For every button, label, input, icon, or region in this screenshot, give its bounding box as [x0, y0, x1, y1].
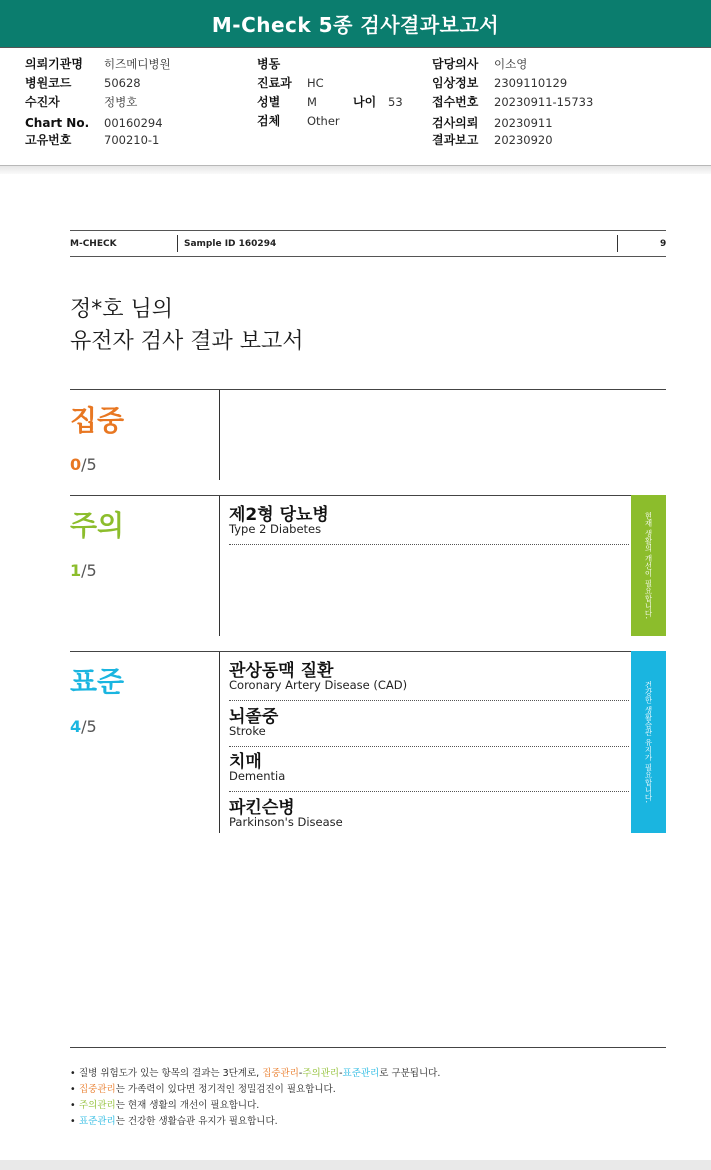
disease-name-en: Type 2 Diabetes — [229, 522, 322, 536]
list-item — [229, 747, 629, 792]
disease-name-en: Dementia — [229, 769, 286, 783]
sex-value: M — [307, 95, 317, 109]
institution-value: 히즈메디병원 — [104, 57, 171, 71]
caution-section-title: 주의 — [70, 509, 125, 542]
result-report-value: 20230920 — [494, 133, 553, 147]
footnote-line: • 주의관리는 현재 생활의 개선이 필요합니다. — [70, 1100, 260, 1111]
footnote-text: 는 현재 생활의 개선이 필요합니다. — [115, 1100, 260, 1111]
test-request-value: 20230911 — [494, 116, 553, 130]
focus-section-title: 집중 — [70, 404, 125, 437]
page-header-brand: M-CHECK — [70, 239, 117, 249]
caution-sidebar-text: 현재 생활의 개선이 필요합니다. — [644, 511, 653, 620]
caution-count: 1 — [70, 561, 82, 580]
hospital-code-value: 50628 — [104, 76, 141, 90]
footnote-text: 는 가족력이 있다면 정기적인 정밀검진이 필요합니다. — [115, 1084, 336, 1095]
disease-name-en: Stroke — [229, 724, 266, 738]
disease-name-ko: 파킨슨병 — [229, 798, 295, 818]
page-gap — [0, 166, 711, 174]
footnote-line: • 표준관리는 건강한 생활습관 유지가 필요합니다. — [70, 1116, 278, 1127]
disease-name-ko: 뇌졸중 — [229, 707, 279, 727]
footnote-separator: - — [339, 1068, 343, 1079]
caution-care-key: 주의관리 — [79, 1100, 116, 1111]
result-report-label: 결과보고 — [432, 133, 479, 147]
unique-no-label: 고유번호 — [25, 133, 72, 147]
department-value: HC — [307, 76, 324, 90]
age-label: 나이 — [353, 95, 377, 109]
standard-count: 4 — [70, 717, 82, 736]
caution-score — [70, 561, 97, 580]
list-item — [229, 793, 629, 837]
focus-score — [70, 455, 97, 474]
footnote-line: • 질병 위험도가 있는 항목의 결과는 3단계로, 집중관리-주의관리-표준관리로 구분됩니다. — [70, 1068, 441, 1079]
footnote-text: 질병 위험도가 있는 항목의 결과는 3단계로, — [79, 1068, 263, 1079]
disease-name-ko: 치매 — [229, 752, 262, 772]
patient-info-table — [0, 48, 711, 166]
report-banner — [0, 0, 711, 47]
page-header-bottom-rule — [70, 256, 666, 257]
disease-name-en: Coronary Artery Disease (CAD) — [229, 678, 408, 692]
caution-total: /5 — [81, 561, 97, 580]
caution-sidebar — [631, 495, 666, 636]
chart-no-value: 00160294 — [104, 116, 163, 130]
standard-section-title: 표준 — [70, 665, 125, 698]
focus-section-divider — [219, 390, 220, 480]
footnote-line: • 집중관리는 가족력이 있다면 정기적인 정밀검진이 필요합니다. — [70, 1084, 336, 1095]
list-item — [229, 500, 629, 545]
standard-score — [70, 717, 97, 736]
page-bottom-strip — [0, 1160, 711, 1170]
disease-name-ko: 관상동맥 질환 — [229, 661, 334, 681]
standard-care-key: 표준관리 — [79, 1116, 116, 1127]
hospital-code-label: 병원코드 — [25, 76, 72, 90]
clinical-info-value: 2309110129 — [494, 76, 568, 90]
receipt-no-value: 20230911-15733 — [494, 95, 594, 109]
focus-care-key: 집중관리 — [262, 1068, 299, 1079]
page-header-divider — [617, 235, 618, 252]
footnote-text: 로 구분됩니다. — [379, 1068, 441, 1079]
receipt-no-label: 접수번호 — [432, 95, 479, 109]
page-header-divider — [177, 235, 178, 252]
institution-label: 의뢰기관명 — [25, 57, 83, 71]
page-header-top-rule — [70, 230, 666, 231]
recipient-label: 수진자 — [25, 95, 60, 109]
doctor-value: 이소영 — [494, 57, 528, 71]
test-request-label: 검사의뢰 — [432, 116, 479, 130]
chart-no-label: Chart No. — [25, 116, 90, 130]
standard-care-key: 표준관리 — [342, 1068, 380, 1079]
list-item — [229, 656, 629, 701]
specimen-value: Other — [307, 114, 340, 128]
focus-care-key: 집중관리 — [79, 1084, 116, 1095]
standard-sidebar — [631, 651, 666, 833]
unique-no-value: 700210-1 — [104, 133, 160, 147]
standard-section-divider — [219, 652, 220, 833]
patient-name-line: 정*호 님의 — [70, 297, 174, 322]
focus-count: 0 — [70, 455, 82, 474]
report-title: 유전자 검사 결과 보고서 — [70, 329, 304, 354]
sex-label: 성별 — [257, 95, 281, 109]
caution-care-key: 주의관리 — [302, 1068, 340, 1079]
caution-section-rule — [70, 495, 631, 496]
page-number: 9 — [660, 239, 667, 249]
focus-section-rule — [70, 389, 666, 390]
focus-total: /5 — [81, 455, 97, 474]
standard-total: /5 — [81, 717, 97, 736]
disease-name-en: Parkinson's Disease — [229, 815, 343, 829]
doctor-label: 담당의사 — [432, 57, 479, 71]
footnote-separator: - — [298, 1068, 303, 1079]
disease-name-ko: 제2형 당뇨병 — [229, 505, 329, 525]
standard-sidebar-text: 건강한 생활습관 유지가 필요합니다. — [644, 680, 653, 804]
recipient-value: 정병호 — [104, 95, 138, 109]
ward-label: 병동 — [257, 57, 281, 71]
clinical-info-label: 임상정보 — [432, 76, 479, 90]
list-item — [229, 702, 629, 747]
age-value: 53 — [388, 95, 403, 109]
footnote-rule — [70, 1047, 666, 1048]
report-banner-title: M-Check 5종 검사결과보고서 — [211, 13, 500, 37]
standard-section-rule — [70, 651, 631, 652]
department-label: 진료과 — [257, 76, 292, 90]
caution-section-divider — [219, 496, 220, 636]
page-header-sample-id: Sample ID 160294 — [184, 239, 277, 249]
footnote-text: 는 건강한 생활습관 유지가 필요합니다. — [115, 1116, 278, 1127]
specimen-label: 검체 — [257, 114, 281, 128]
